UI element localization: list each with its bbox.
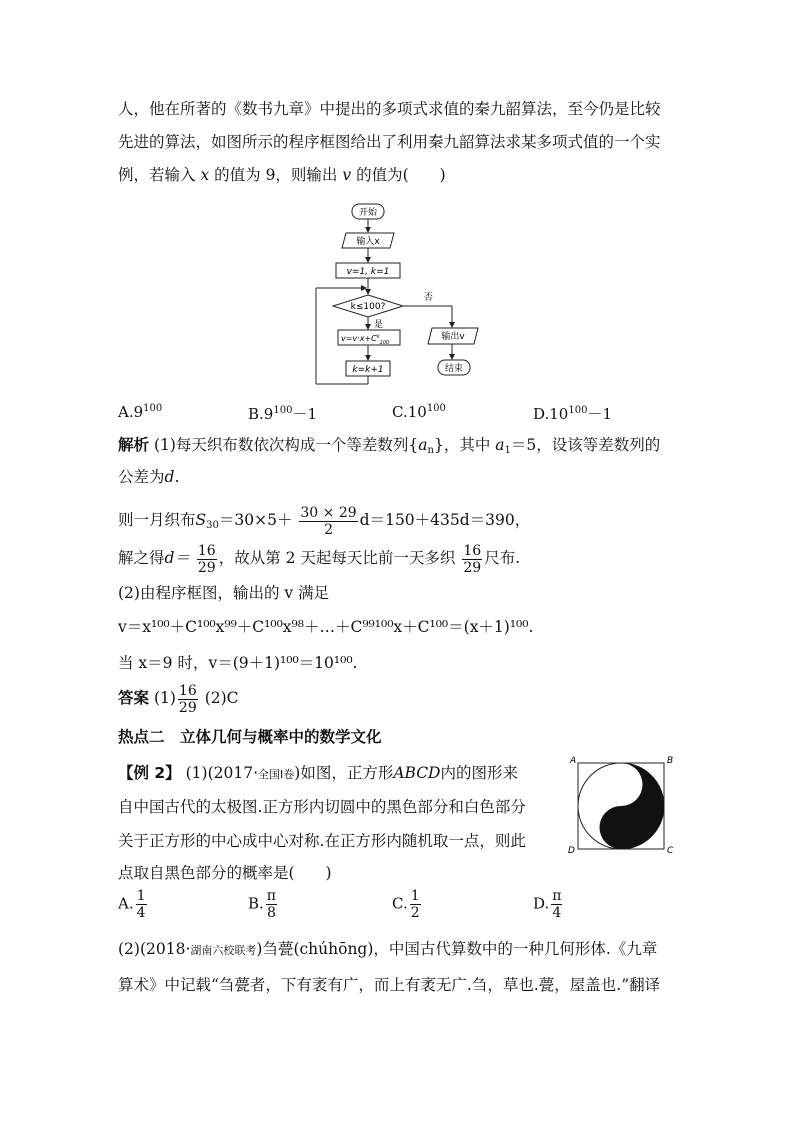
fraction: $\frac{16}{29}$	[463, 542, 482, 576]
intro-text: 的值为 9，则输出	[214, 166, 338, 184]
option-b: $B.9^{100}-1$	[248, 405, 317, 423]
intro-line-3	[118, 164, 446, 186]
analysis-line-4: 解之得d＝ $\frac{16}{29}$ ，故从第 2 天起每天比前一天多织 $\frac{16}{29}$ 尺布.	[118, 542, 521, 576]
intro-text: 的值为( )	[356, 166, 446, 184]
answer-line: 答案 (1) $\frac{16}{29}$ (2)C	[118, 682, 239, 716]
input-label: 输入x	[356, 237, 380, 247]
intro-line-2: 先进的算法，如图所示的程序框图给出了利用秦九韶算法求某多项式值的一个实	[118, 133, 661, 151]
example2-line-3: 关于正方形的中心成中心对称.在正方形内随机取一点，则此	[118, 832, 526, 850]
var-v: v	[342, 166, 352, 184]
intro-text: 例，若输入	[118, 166, 196, 184]
no-label: 否	[424, 293, 434, 303]
vertex-b: B	[667, 756, 674, 766]
analysis-label: 解析	[118, 436, 150, 454]
example2-line-4: 点取自黑色部分的概率是( )	[118, 864, 332, 882]
end-label: 结束	[444, 364, 464, 374]
init-label: v=1, k=1	[346, 267, 390, 277]
output-label: 输出v	[441, 332, 465, 342]
vertex-c: C	[667, 846, 674, 855]
analysis-line-6: v＝x¹⁰⁰＋C¹⁰⁰x⁹⁹＋C¹⁰⁰x⁹⁸＋…＋C⁹⁹¹⁰⁰x＋C¹⁰⁰＝(x＋1)¹⁰⁰.	[118, 618, 534, 636]
fraction: $\frac{16}{29}$	[197, 542, 216, 576]
increment-label: k=k+1	[352, 365, 384, 375]
analysis-line-1: 解析 (1)每天织布数依次构成一个等差数列$\{a_n\}$，其中 $a_1=5$，设该等差数列的	[118, 436, 661, 456]
taiji-white-dot	[616, 780, 626, 790]
update-label: $v=v\cdot x+C^k_{100}$	[341, 334, 390, 346]
analysis-line-3: 则一月织布$S_{30}=30\times 5+$ $\frac{30 \times 29}{2}$ d＝150＋435d＝390，	[118, 504, 531, 538]
ex2-option-d: D. $\frac{\pi}{4}$	[533, 888, 562, 921]
example2-part2-line-1: (2)(2018·湖南六校联考)刍甍(chúhōng)，中国古代算数中的一种几何形体.《九章	[118, 940, 658, 958]
option-c: $C.10^{100}$	[392, 403, 446, 421]
example2-part2-line-2: 算术》中记载“刍甍者，下有袤有广，而上有袤无广.刍，草也.甍，屋盖也.”翻译	[118, 976, 661, 994]
taiji-figure	[568, 755, 678, 855]
var-x: x	[200, 166, 210, 184]
condition-label: k≤100?	[350, 302, 386, 312]
flowchart	[300, 196, 510, 392]
ex2-option-b: B. $\frac{\pi}{8}$	[248, 888, 276, 921]
analysis-line-7: 当 x＝9 时，v＝(9＋1)¹⁰⁰＝10¹⁰⁰.	[118, 654, 358, 672]
section-title: 热点二 立体几何与概率中的数学文化	[118, 728, 382, 746]
example2-line-2: 自中国古代的太极图.正方形内切圆中的黑色部分和白色部分	[118, 798, 526, 816]
fraction: $\frac{30 \times 29}{2}$	[300, 504, 357, 538]
intro-line-1: 人，他在所著的《数书九章》中提出的多项式求值的秦九韶算法，至今仍是比较	[118, 100, 661, 118]
vertex-a: A	[570, 756, 577, 766]
example2-line-1: 【例 2】 (1)(2017·全国Ⅰ卷)如图，正方形ABCD内的图形来	[118, 764, 519, 782]
taiji-black-dot	[616, 823, 626, 833]
answer-label: 答案	[118, 689, 150, 707]
option-d: $D.10^{100}-1$	[533, 405, 612, 423]
analysis-line-2: 公差为d.	[118, 468, 180, 486]
vertex-d: D	[568, 846, 575, 855]
ex2-option-a: A. $\frac{1}{4}$	[118, 888, 146, 921]
start-label: 开始	[358, 208, 378, 218]
fraction: $\frac{16}{29}$	[178, 682, 197, 716]
ex2-option-c: C. $\frac{1}{2}$	[392, 888, 420, 921]
option-a: $A.9^{100}$	[118, 403, 163, 421]
yes-label: 是	[374, 320, 384, 330]
analysis-line-5: (2)由程序框图，输出的 v 满足	[118, 584, 330, 602]
example-tag: 【例 2】	[118, 764, 181, 782]
